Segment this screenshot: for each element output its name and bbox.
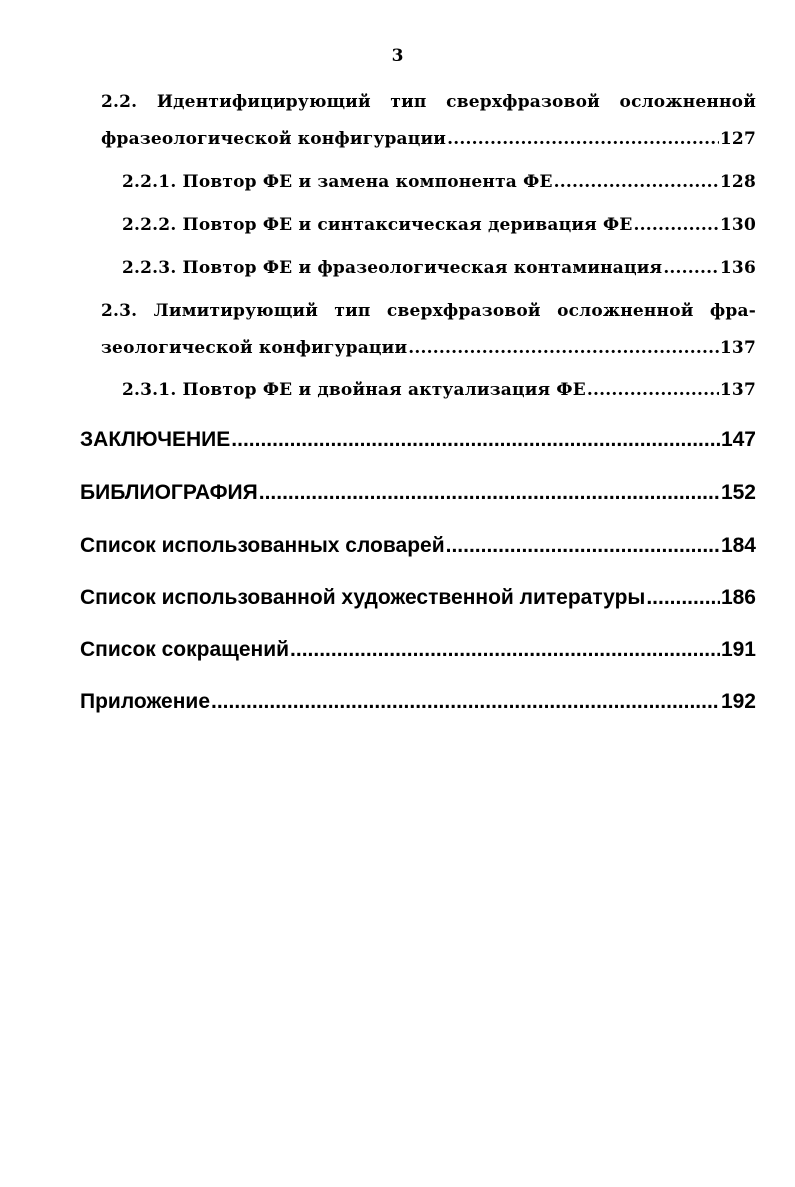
toc-leader-dots bbox=[211, 690, 720, 714]
page-number: 3 bbox=[391, 46, 404, 66]
toc-page-number: 147 bbox=[720, 428, 756, 451]
toc-entry-2-2-2 bbox=[122, 215, 756, 235]
toc-entry-title-line2: фразеологической конфигурации bbox=[101, 129, 447, 149]
toc-entry-2-2-1 bbox=[122, 172, 756, 192]
toc-section-title: Список использованной художественной литературы bbox=[80, 586, 646, 609]
toc-section-literature bbox=[80, 586, 756, 610]
toc-section-title: ЗАКЛЮЧЕНИЕ bbox=[80, 428, 231, 451]
toc-leader-dots bbox=[587, 380, 719, 400]
toc-leader-dots bbox=[259, 481, 720, 505]
toc-section-title: Приложение bbox=[80, 690, 211, 713]
toc-page-number: 130 bbox=[719, 215, 756, 235]
toc-leader-dots bbox=[634, 215, 719, 235]
toc-page-number: 128 bbox=[719, 172, 756, 192]
toc-section-title: Список использованных словарей bbox=[80, 534, 445, 557]
toc-entry-2-3 bbox=[101, 301, 756, 321]
toc-entry-title: 2.2.3. Повтор ФЕ и фразеологическая контаминация bbox=[122, 258, 663, 278]
toc-entry-2-2-cont bbox=[101, 129, 756, 149]
toc-page-number: 186 bbox=[720, 586, 756, 609]
toc-entry-title: 2.3.1. Повтор ФЕ и двойная актуализация ФЕ bbox=[122, 380, 586, 400]
toc-section-title: Список сокращений bbox=[80, 638, 290, 661]
toc-entry-2-2-3 bbox=[122, 258, 756, 278]
toc-page-number: 136 bbox=[719, 258, 756, 278]
toc-entry-title: 2.2.1. Повтор ФЕ и замена компонента ФЕ bbox=[122, 172, 553, 192]
toc-entry-2-3-cont bbox=[101, 338, 756, 358]
toc-entry-2-3-1 bbox=[122, 380, 756, 400]
toc-section-appendix bbox=[80, 690, 756, 714]
toc-leader-dots bbox=[554, 172, 719, 192]
toc-entry-title-line2: зеологической конфигурации bbox=[101, 338, 408, 358]
toc-leader-dots bbox=[663, 258, 719, 278]
toc-leader-dots bbox=[646, 586, 720, 610]
toc-page-number: 137 bbox=[719, 380, 756, 400]
toc-section-conclusion bbox=[80, 428, 756, 452]
toc-leader-dots bbox=[447, 129, 719, 149]
toc-entry-title-line1: 2.3. Лимитирующий тип сверхфразовой осложненной фра- bbox=[101, 301, 756, 321]
toc-leader-dots bbox=[446, 534, 720, 558]
toc-entry-title-line1: 2.2. Идентифицирующий тип сверхфразовой осложненной bbox=[101, 92, 756, 112]
toc-page-number: 152 bbox=[720, 481, 756, 504]
toc-entry-2-2 bbox=[101, 92, 756, 112]
toc-entry-title: 2.2.2. Повтор ФЕ и синтаксическая деривация ФЕ bbox=[122, 215, 633, 235]
toc-page-number: 137 bbox=[719, 338, 756, 358]
toc-section-abbreviations bbox=[80, 638, 756, 662]
toc-section-dictionaries bbox=[80, 534, 756, 558]
toc-leader-dots bbox=[290, 638, 720, 662]
toc-page-number: 127 bbox=[719, 129, 756, 149]
toc-page-number: 191 bbox=[720, 638, 756, 661]
toc-leader-dots bbox=[408, 338, 719, 358]
toc-section-title: БИБЛИОГРАФИЯ bbox=[80, 481, 258, 504]
toc-section-bibliography bbox=[80, 481, 756, 505]
toc-leader-dots bbox=[231, 428, 720, 452]
toc-page-number: 192 bbox=[720, 690, 756, 713]
toc-page-number: 184 bbox=[720, 534, 756, 557]
